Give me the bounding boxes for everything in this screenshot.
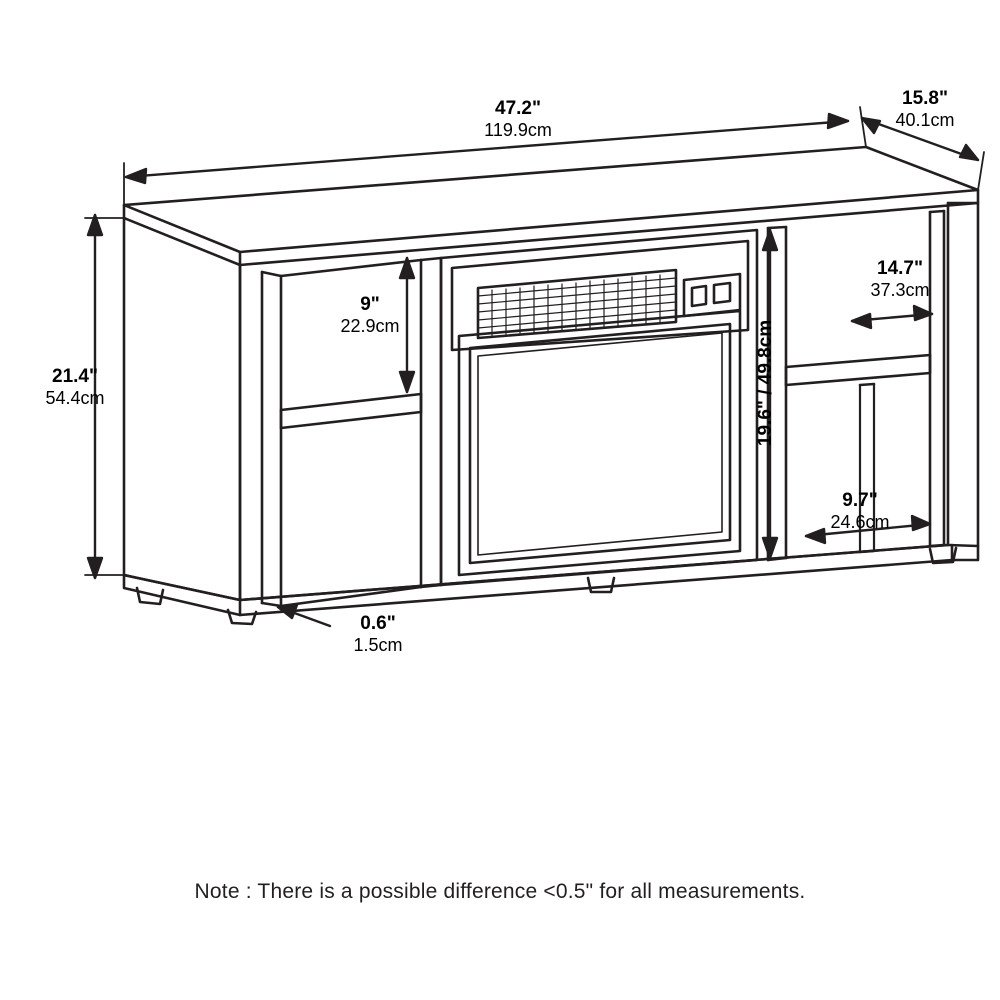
dim-label-overall-width bbox=[448, 98, 588, 141]
cabinet-right-side bbox=[948, 203, 978, 546]
dim-value-cm: 24.6cm bbox=[830, 511, 890, 532]
dim-value-cm: 54.4cm bbox=[45, 387, 105, 408]
dim-value-inches: 0.6" bbox=[360, 613, 396, 634]
dim-value-inches: 9" bbox=[360, 294, 380, 315]
dim-label-foot-height bbox=[318, 613, 438, 656]
cabinet-front-face bbox=[124, 218, 240, 600]
dim-label-overall-height bbox=[10, 366, 140, 409]
dim-value-cm: 1.5cm bbox=[353, 634, 403, 655]
dim-value-inches: 15.8" bbox=[902, 88, 948, 109]
dimension-lines bbox=[85, 107, 984, 626]
firebox-group bbox=[441, 230, 757, 585]
dim-value-cm: 37.3cm bbox=[870, 279, 930, 300]
dim-value-inches: 9.7" bbox=[842, 490, 878, 511]
dim-value-inches: 47.2" bbox=[495, 98, 541, 119]
dim-value-inches-cm: 19.6" / 49.8cm bbox=[755, 319, 777, 447]
dim-label-right-lower-width bbox=[800, 490, 920, 533]
dim-value-inches: 21.4" bbox=[52, 366, 98, 387]
dim-label-firebox-height bbox=[755, 303, 777, 463]
dim-value-inches: 14.7" bbox=[877, 258, 923, 279]
measurement-note: Note : There is a possible difference <0.5" for all measurements. bbox=[194, 880, 806, 903]
dim-label-overall-depth bbox=[855, 88, 995, 131]
dim-value-cm: 40.1cm bbox=[895, 109, 955, 130]
dim-line-right-shelf bbox=[852, 306, 932, 328]
dim-value-cm: 119.9cm bbox=[484, 119, 552, 140]
dim-label-left-compartment-height bbox=[310, 294, 430, 337]
dim-label-right-compartment-width bbox=[840, 258, 960, 301]
dim-value-cm: 22.9cm bbox=[340, 315, 400, 336]
